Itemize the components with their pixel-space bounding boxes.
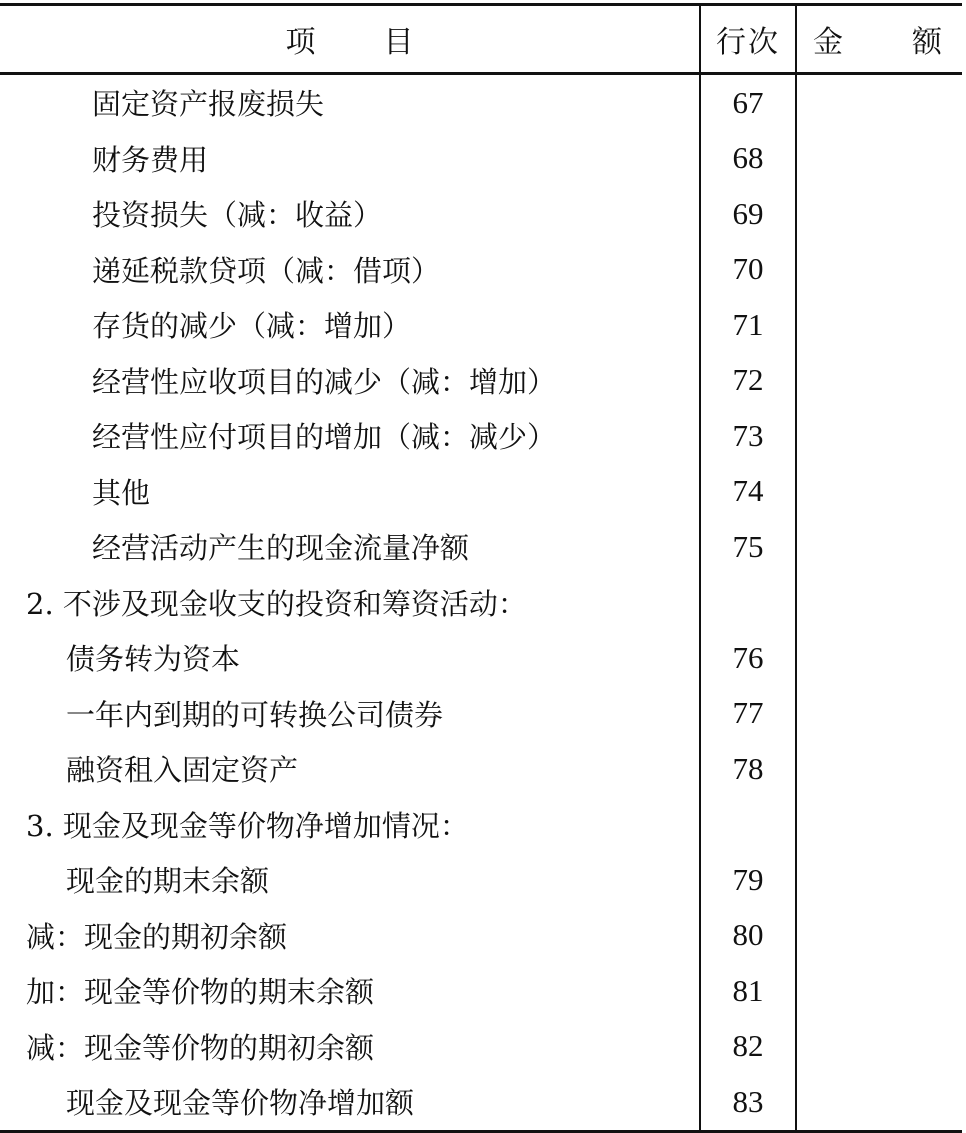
row-amount — [796, 519, 962, 575]
header-line-no: 行次 — [700, 5, 796, 74]
row-amount — [796, 353, 962, 409]
row-label: 减：现金的期初余额 — [26, 919, 288, 954]
row-label: 现金的期末余额 — [66, 864, 270, 899]
table-row — [0, 408, 962, 464]
line-number: 83 — [732, 1083, 764, 1119]
section-heading-row — [0, 797, 962, 853]
section-heading: 2. 不涉及现金收支的投资和筹资活动： — [26, 586, 527, 621]
line-number: 70 — [732, 251, 764, 287]
row-amount — [796, 464, 962, 520]
row-amount — [796, 797, 962, 853]
table-row — [0, 852, 962, 908]
row-amount — [796, 408, 962, 464]
table-row — [0, 464, 962, 520]
row-amount — [796, 963, 962, 1019]
row-amount — [796, 186, 962, 242]
row-line-no — [700, 242, 796, 298]
row-line-no — [700, 686, 796, 742]
table-row — [0, 131, 962, 187]
row-amount — [796, 630, 962, 686]
header-amount-right: 额 — [912, 25, 942, 60]
table-row — [0, 630, 962, 686]
row-label: 递延税款贷项（减：借项） — [92, 253, 441, 288]
row-line-no — [700, 186, 796, 242]
line-number: 72 — [732, 362, 764, 398]
table-row — [0, 297, 962, 353]
row-amount — [796, 1019, 962, 1075]
line-number: 76 — [732, 639, 764, 675]
line-number: 78 — [732, 750, 764, 786]
row-amount — [796, 686, 962, 742]
row-label: 其他 — [92, 475, 151, 510]
row-line-no — [700, 464, 796, 520]
line-number: 80 — [732, 917, 764, 953]
line-number: 71 — [732, 306, 764, 342]
row-line-no — [700, 797, 796, 853]
row-label: 债务转为资本 — [66, 642, 241, 677]
row-label: 投资损失（减：收益） — [92, 198, 383, 233]
row-line-no — [700, 575, 796, 631]
row-line-no — [700, 963, 796, 1019]
row-line-no — [700, 297, 796, 353]
row-line-no — [700, 408, 796, 464]
row-amount — [796, 131, 962, 187]
line-number: 75 — [732, 528, 764, 564]
line-number: 82 — [732, 1028, 764, 1064]
row-line-no — [700, 1074, 796, 1131]
row-label: 经营活动产生的现金流量净额 — [92, 531, 470, 566]
row-label: 财务费用 — [92, 142, 209, 177]
row-amount — [796, 852, 962, 908]
row-line-no — [700, 1019, 796, 1075]
table-header-row — [0, 5, 962, 74]
table-row — [0, 963, 962, 1019]
table-row — [0, 686, 962, 742]
table-row — [0, 74, 962, 131]
row-label: 固定资产报废损失 — [92, 87, 325, 122]
line-number: 77 — [732, 695, 764, 731]
line-number: 68 — [732, 140, 764, 176]
row-label: 减：现金等价物的期初余额 — [26, 1030, 375, 1065]
row-label: 融资租入固定资产 — [66, 753, 299, 788]
row-line-no — [700, 630, 796, 686]
table-row — [0, 908, 962, 964]
table-row — [0, 741, 962, 797]
line-number: 73 — [732, 417, 764, 453]
row-label: 经营性应收项目的减少（减：增加） — [92, 364, 557, 399]
row-line-no — [700, 353, 796, 409]
table-row — [0, 1019, 962, 1075]
table-row — [0, 519, 962, 575]
row-line-no — [700, 741, 796, 797]
row-line-no — [700, 519, 796, 575]
section-heading: 3. 现金及现金等价物净增加情况： — [26, 808, 469, 843]
row-label: 存货的减少（减：增加） — [92, 309, 412, 344]
table-row — [0, 353, 962, 409]
row-amount — [796, 74, 962, 131]
header-amount — [796, 5, 962, 74]
section-heading-row — [0, 575, 962, 631]
row-amount — [796, 908, 962, 964]
table-row — [0, 242, 962, 298]
line-number: 67 — [732, 84, 764, 120]
row-label: 加：现金等价物的期末余额 — [26, 975, 375, 1010]
row-amount — [796, 741, 962, 797]
row-line-no — [700, 74, 796, 131]
line-number: 81 — [732, 972, 764, 1008]
cash-flow-table — [0, 3, 962, 1133]
row-label: 经营性应付项目的增加（减：减少） — [92, 420, 557, 455]
row-line-no — [700, 852, 796, 908]
header-amount-left: 金 — [813, 25, 843, 60]
row-label: 现金及现金等价物净增加额 — [0, 1074, 700, 1131]
table-row — [0, 186, 962, 242]
row-amount — [796, 575, 962, 631]
row-label: 一年内到期的可转换公司债券 — [66, 697, 444, 732]
row-line-no — [700, 908, 796, 964]
total-row — [0, 1074, 962, 1131]
row-amount — [796, 1074, 962, 1131]
header-item: 项目 — [0, 5, 700, 74]
line-number: 79 — [732, 861, 764, 897]
line-number: 74 — [732, 473, 764, 509]
line-number: 69 — [732, 195, 764, 231]
row-line-no — [700, 131, 796, 187]
row-amount — [796, 242, 962, 298]
row-amount — [796, 297, 962, 353]
